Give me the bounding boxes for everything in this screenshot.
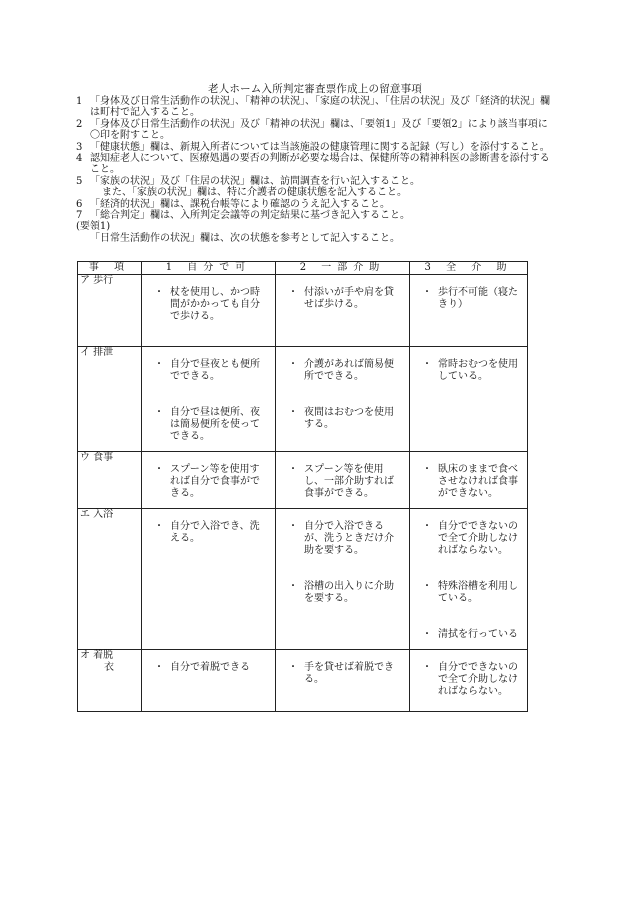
criteria-entry: [416, 464, 521, 500]
criteria-cell-col2: [276, 347, 410, 452]
bullet-mark: ・: [422, 464, 432, 475]
criteria-entry: [416, 359, 521, 383]
criteria-cell-col1: [142, 650, 276, 712]
note-number: 6: [76, 198, 83, 210]
note-item: [76, 210, 554, 221]
bullet-mark: ・: [288, 287, 298, 298]
note-text: 「身体及び日常生活動作の状況」、「精神の状況」、「家庭の状況」、「住居の状況」及び「経済的状況」欄は町村で記入すること。: [90, 96, 550, 119]
criteria-cell-col3: [410, 452, 528, 509]
criteria-entry: [148, 407, 269, 443]
bullet-mark: ・: [154, 407, 164, 418]
criteria-entry: [148, 359, 269, 383]
bullet-mark: ・: [288, 359, 298, 370]
section-intro: 「日常生活動作の状況」欄は、次の状態を参考として記入すること。: [90, 232, 400, 244]
criteria-cell-col2: [276, 650, 410, 712]
bullet-mark: ・: [288, 581, 298, 592]
note-text: また、「家族の状況」欄は、特に介護者の健康状態を記入すること。: [102, 187, 407, 199]
criteria-entry: [416, 581, 521, 605]
criteria-text: 手を貸せば着脱できる。: [304, 662, 394, 685]
criteria-cell-col2: [276, 275, 410, 347]
notes-list: [76, 96, 554, 244]
note-item: [76, 187, 554, 198]
note-text: 「経済的状況」欄は、課税台帳等により確認のうえ記入すること。: [90, 198, 390, 210]
criteria-cell-col1: [142, 509, 276, 650]
note-number: 5: [76, 175, 83, 187]
criteria-entry: [416, 629, 521, 641]
note-text: 「総合判定」欄は、入所判定会議等の判定結果に基づき記入すること。: [90, 210, 410, 222]
row-item-cell: [78, 650, 142, 712]
bullet-mark: ・: [422, 581, 432, 592]
bullet-mark: ・: [422, 629, 432, 640]
note-text: 「健康状態」欄は、新規入所者については当該施設の健康管理に関する記録（写し）を添付すること。: [90, 141, 550, 153]
bullet-mark: ・: [422, 662, 432, 673]
row-item-label: エ 入浴: [80, 509, 114, 520]
criteria-text: 臥床のままで食べさせなければ食事ができない。: [438, 464, 518, 499]
bullet-mark: ・: [154, 359, 164, 370]
criteria-text: 歩行不可能（寝たきり）: [438, 287, 518, 310]
bullet-mark: ・: [422, 359, 432, 370]
header-item: 事 項: [78, 262, 142, 275]
row-item-cell: [78, 452, 142, 509]
note-item: [76, 142, 554, 153]
note-item: [76, 153, 554, 176]
section-heading: (要領1): [76, 221, 111, 233]
note-item: [76, 119, 554, 142]
table-row: [78, 347, 528, 452]
note-item: [76, 176, 554, 187]
row-item-cell: [78, 509, 142, 650]
criteria-entry: [282, 521, 403, 557]
criteria-text: 自分で昼は便所、夜は簡易便所を使ってできる。: [170, 407, 260, 442]
criteria-entry: [282, 464, 403, 500]
row-item-label: ウ 食事: [80, 452, 114, 463]
table-row: [78, 452, 528, 509]
criteria-text: 清拭を行っている: [438, 629, 518, 640]
bullet-mark: ・: [288, 464, 298, 475]
note-item: [76, 199, 554, 210]
bullet-mark: ・: [422, 287, 432, 298]
table-header-row: [78, 262, 528, 275]
criteria-entry: [416, 521, 521, 557]
criteria-entry: [416, 662, 521, 698]
criteria-cell-col3: [410, 650, 528, 712]
bullet-mark: ・: [288, 407, 298, 418]
note-text: 「身体及び日常生活動作の状況」及び「精神の状況」欄は、「要領1」及び「要領2」により該当事項に〇印を附すこと。: [90, 118, 548, 142]
criteria-text: スプーン等を使用し、一部介助すれば食事ができる。: [304, 464, 394, 499]
bullet-mark: ・: [154, 662, 164, 673]
criteria-cell-col3: [410, 275, 528, 347]
bullet-mark: ・: [288, 521, 298, 532]
document-title: 老人ホーム入所判定審査票作成上の留意事項: [208, 83, 422, 95]
criteria-entry: [282, 662, 403, 686]
criteria-cell-col3: [410, 509, 528, 650]
note-number: 4: [76, 153, 83, 165]
note-number: 1: [76, 96, 83, 107]
note-text: 「家族の状況」及び「住居の状況」欄は、訪問調査を行い記入すること。: [90, 175, 420, 187]
criteria-text: 自分で入浴できるが、洗うときだけ介助を要する。: [304, 521, 394, 556]
criteria-text: 夜間はおむつを使用する。: [304, 407, 394, 430]
criteria-entry: [282, 287, 403, 311]
row-item-label: 衣: [104, 662, 114, 673]
note-number: 2: [76, 118, 83, 130]
criteria-text: 自分でできないので全て介助しなければならない。: [438, 662, 518, 697]
header-self: 1 自分で可: [142, 262, 276, 275]
adl-criteria-table: [77, 261, 528, 712]
criteria-cell-col1: [142, 347, 276, 452]
criteria-text: 常時おむつを使用している。: [438, 359, 518, 382]
criteria-text: 介護があれば簡易便所でできる。: [304, 359, 394, 382]
criteria-entry: [148, 287, 269, 323]
header-full-assist: 3 全 介 助: [410, 262, 528, 275]
bullet-mark: ・: [288, 662, 298, 673]
header-partial-assist: 2 一部介助: [276, 262, 410, 275]
criteria-text: 特殊浴槽を利用している。: [438, 581, 518, 604]
table-row: [78, 275, 528, 347]
row-item-label: オ 着脱: [80, 650, 114, 661]
bullet-mark: ・: [154, 521, 164, 532]
row-item-cell: [78, 275, 142, 347]
row-item-cell: [78, 347, 142, 452]
note-number: 3: [76, 141, 83, 153]
criteria-text: 自分で入浴でき、洗える。: [170, 521, 260, 544]
bullet-mark: ・: [422, 521, 432, 532]
bullet-mark: ・: [154, 464, 164, 475]
criteria-text: 浴槽の出入りに介助を要する。: [304, 581, 394, 604]
criteria-cell-col2: [276, 452, 410, 509]
table-body: [78, 275, 528, 712]
table-row: [78, 650, 528, 712]
criteria-entry: [282, 359, 403, 383]
criteria-text: 付添いが手や肩を貸せば歩ける。: [304, 287, 394, 310]
criteria-entry: [282, 581, 403, 605]
row-item-label: ア 歩行: [80, 275, 114, 286]
criteria-text: 杖を使用し、かつ時間がかかっても自分で歩ける。: [170, 287, 260, 322]
note-text: 認知症老人について、医療処遇の要否の判断が必要な場合は、保健所等の精神科医の診断書を添付すること。: [90, 153, 550, 176]
criteria-cell-col1: [142, 452, 276, 509]
table-row: [78, 509, 528, 650]
note-number: 7: [76, 210, 83, 222]
note-item: [76, 96, 554, 119]
criteria-cell-col1: [142, 275, 276, 347]
criteria-entry: [282, 407, 403, 431]
criteria-entry: [416, 287, 521, 311]
criteria-text: 自分でできないので全て介助しなければならない。: [438, 521, 518, 556]
criteria-entry: [148, 662, 269, 674]
criteria-cell-col3: [410, 347, 528, 452]
bullet-mark: ・: [154, 287, 164, 298]
criteria-text: スプーン等を使用すれば自分で食事ができる。: [170, 464, 260, 499]
criteria-entry: [148, 521, 269, 545]
criteria-text: 自分で昼夜とも便所でできる。: [170, 359, 260, 382]
criteria-text: 自分で着脱できる: [170, 662, 250, 673]
criteria-cell-col2: [276, 509, 410, 650]
criteria-entry: [148, 464, 269, 500]
row-item-label: イ 排泄: [80, 347, 114, 358]
